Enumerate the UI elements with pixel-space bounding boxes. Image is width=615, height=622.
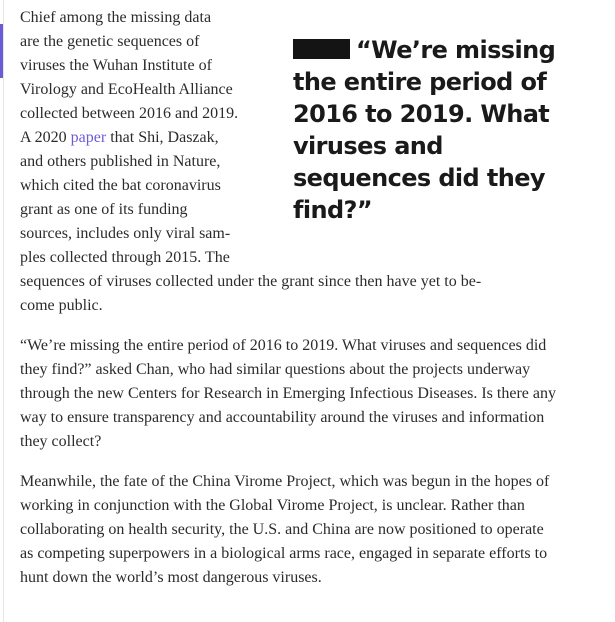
text-line: collected between 2016 and 2019. [20, 105, 239, 122]
text-line: viruses the Wuhan Institute of [20, 57, 212, 74]
page-edge-divider [3, 0, 4, 622]
paragraph-2: “We’re missing the entire period of 2016 to 2019. What viruses and sequences did they find?” asked Chan, who had similar questions about the projects underway through the new Centers for Research in Emerging Infectious Diseases. Is there any way to ensure transparency and accountability around the viruses and information they collect? [20, 337, 556, 450]
text-line: grant as one of its funding [20, 201, 188, 218]
pull-quote-line [293, 34, 563, 66]
text-line: Virology and EcoHealth Alliance [20, 81, 233, 98]
pull-quote-line: 2016 to 2019. What [293, 100, 550, 128]
text-line: come public. [20, 297, 103, 314]
text-line: which cited the bat coronavirus [20, 177, 221, 194]
text-line: are the genetic sequences of [20, 33, 200, 50]
accent-bar [0, 24, 3, 78]
pull-quote-text: “We’re missing [356, 36, 556, 64]
pull-quote-line: the entire period of [293, 68, 547, 96]
pull-quote [293, 34, 563, 226]
paper-link[interactable]: paper [70, 129, 107, 146]
pull-quote-line: find?” [293, 196, 373, 224]
text-line: Chief among the missing data [20, 9, 212, 26]
redaction-block [293, 39, 350, 59]
text-line: and others published in Nature, [20, 153, 221, 170]
text-line: sequences of viruses collected under the grant since then have yet to be- [20, 273, 482, 290]
text-fragment: that Shi, Daszak, [106, 129, 219, 146]
text-line: sources, includes only viral sam- [20, 225, 231, 242]
text-line: ples collected through 2015. The [20, 249, 230, 266]
pull-quote-line: viruses and [293, 132, 443, 160]
paragraph-3: Meanwhile, the fate of the China Virome Project, which was begun in the hopes of working in conjunction with the Global Virome Project, is unclear. Rather than collaborating on health security, the U.S. and China are now positioned to operate as competing superpowers in a biological arms race, engaged in separate efforts to hunt down the world’s most dangerous viruses. [20, 473, 550, 586]
text-fragment: A 2020 [20, 129, 71, 146]
pull-quote-line: sequences did they [293, 164, 545, 192]
